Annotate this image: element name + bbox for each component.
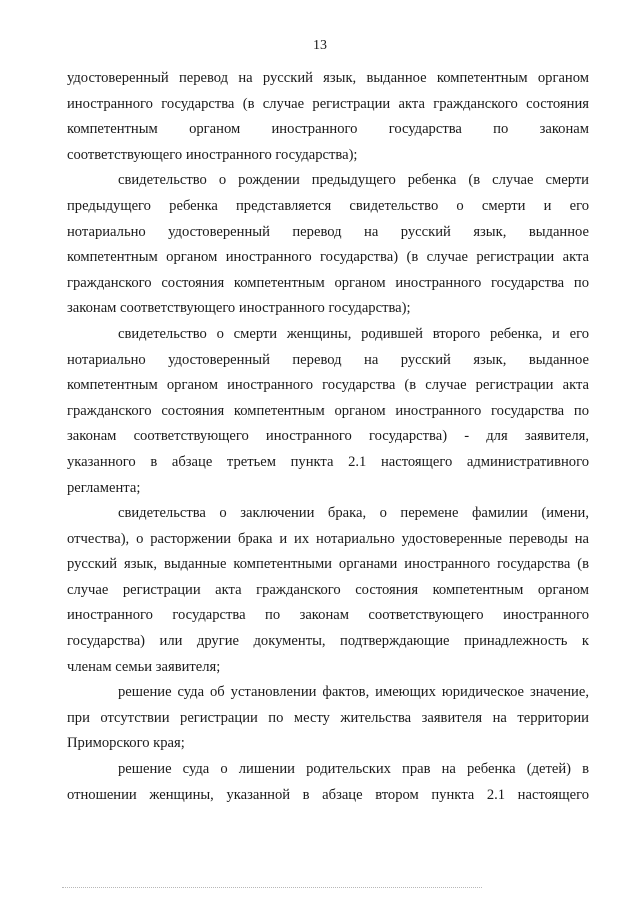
text-line: законам соответствующего иностранного государства) - для заявителя, bbox=[67, 428, 589, 445]
text-line: предыдущего ребенка представляется свидетельство о смерти и его bbox=[67, 197, 589, 214]
text-line: соответствующего иностранного государства); bbox=[67, 146, 358, 163]
document-body bbox=[67, 66, 589, 808]
text-line: свидетельства о заключении брака, о перемене фамилии (имени, bbox=[118, 505, 589, 522]
paragraph bbox=[67, 168, 589, 322]
text-line: отношении женщины, указанной в абзаце втором пункта 2.1 настоящего bbox=[67, 786, 589, 803]
paragraph bbox=[67, 680, 589, 757]
page-number: 13 bbox=[313, 38, 327, 53]
text-line: нотариально удостоверенный перевод на русский язык, выданное bbox=[67, 223, 589, 240]
text-line: русский язык, выданные компетентными органами иностранного государства (в bbox=[67, 556, 589, 573]
text-line: компетентным органом иностранного государства) (в случае регистрации акта bbox=[67, 249, 589, 266]
text-line: решение суда об установлении фактов, имеющих юридическое значение, bbox=[118, 684, 589, 701]
text-line: свидетельство о рождении предыдущего ребенка (в случае смерти bbox=[118, 172, 589, 189]
paragraph bbox=[67, 66, 589, 168]
text-line: указанного в абзаце третьем пункта 2.1 настоящего административного bbox=[67, 453, 589, 470]
text-line: Приморского края; bbox=[67, 735, 185, 752]
text-line: иностранного государства по законам соответствующего иностранного bbox=[67, 607, 589, 624]
text-line: членам семьи заявителя; bbox=[67, 658, 221, 675]
text-line: при отсутствии регистрации по месту жительства заявителя на территории bbox=[67, 709, 589, 726]
paragraph bbox=[67, 322, 589, 501]
text-line: случае регистрации акта гражданского состояния компетентным органом bbox=[67, 581, 589, 598]
text-line: свидетельство о смерти женщины, родившей второго ребенка, и его bbox=[118, 325, 589, 342]
text-line: нотариально удостоверенный перевод на русский язык, выданное bbox=[67, 351, 589, 368]
text-line: гражданского состояния компетентным органом иностранного государства по bbox=[67, 274, 589, 291]
paragraph bbox=[67, 501, 589, 680]
paragraph bbox=[67, 757, 589, 808]
text-line: государства) или другие документы, подтверждающие принадлежность к bbox=[67, 633, 589, 650]
text-line: удостоверенный перевод на русский язык, выданное компетентным органом bbox=[67, 70, 589, 86]
text-line: решение суда о лишении родительских прав на ребенка (детей) в bbox=[118, 761, 589, 778]
text-line: отчества), о расторжении брака и их нотариально удостоверенные переводы на bbox=[67, 530, 589, 547]
text-line: иностранного государства (в случае регистрации акта гражданского состояния bbox=[67, 95, 589, 112]
scan-artifact-line bbox=[62, 887, 482, 890]
text-line: компетентным органом иностранного государства (в случае регистрации акта bbox=[67, 377, 589, 394]
text-line: компетентным органом иностранного государства по законам bbox=[67, 121, 589, 138]
text-line: гражданского состояния компетентным органом иностранного государства по bbox=[67, 402, 589, 419]
text-line: регламента; bbox=[67, 479, 141, 496]
text-line: законам соответствующего иностранного государства); bbox=[67, 300, 411, 317]
